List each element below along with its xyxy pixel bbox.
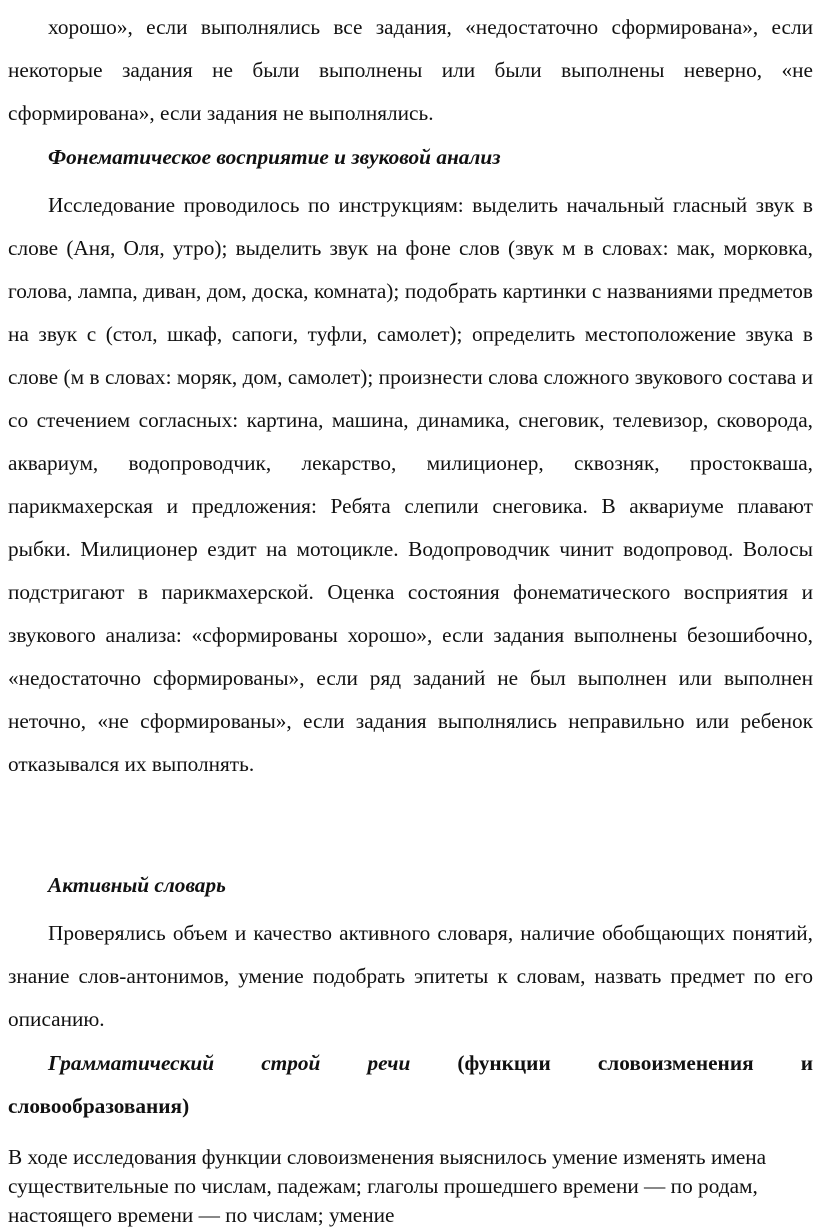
grammar-heading-bold: (функции словоизменения и [457, 1051, 813, 1075]
grammar-heading-continuation: словообразования) [8, 1094, 190, 1118]
grammar-heading-italic: Грамматический строй речи [48, 1051, 411, 1075]
section-heading-phonemic: Фонематическое восприятие и звуковой анализ [48, 145, 501, 169]
paragraph-grammar: В ходе исследования функции словоизменения выяснилось умение изменять имена существительные по числам, падежам; глаголы прошедшего времени — по родам, настоящего времени — по числам; умение [8, 1145, 767, 1227]
section-heading-vocabulary: Активный словарь [48, 873, 226, 897]
paragraph-continuation: хорошо», если выполнялись все задания, «недостаточно сформирована», если некоторые задания не были выполнены или были выполнены неверно, «не сформирована», если задания не выполнялись. [8, 15, 813, 125]
section-heading-grammar [8, 1042, 813, 1128]
grammar-heading-line [8, 1042, 813, 1085]
paragraph-phonemic: Исследование проводилось по инструкциям: выделить начальный гласный звук в слове (Аня, Оля, утро); выделить звук на фоне слов (звук м в словах: мак, морковка, голова, лампа, диван, дом, доска, комната); подобрать картинки с названиями предметов на звук с (стол, шкаф, сапоги, туфли, самолет); определить местоположение звука в слове (м в словах: моряк, дом, самолет); произнести слова сложного звукового состава и со стечением согласных: картина, машина, динамика, снеговик, телевизор, сковорода, аквариум, водопроводчик, лекарство, милиционер, сквозняк, простокваша, парикмахерская и предложения: Ребята слепили снеговика. В аквариуме плавают рыбки. Милиционер ездит на мотоцикле. Водопроводчик чинит водопровод. Волосы подстригают в парикмахерской. Оценка состояния фонематического восприятия и звукового анализа: «сформированы хорошо», если задания выполнены безошибочно, «недостаточно сформированы», если ряд заданий не был выполнен или выполнен неточно, «не сформированы», если задания выполнялись неправильно или ребенок отказывался их выполнять. [8, 193, 813, 776]
paragraph-vocabulary: Проверялись объем и качество активного словаря, наличие обобщающих понятий, знание слов-антонимов, умение подобрать эпитеты к словам, назвать предмет по его описанию. [8, 921, 813, 1031]
